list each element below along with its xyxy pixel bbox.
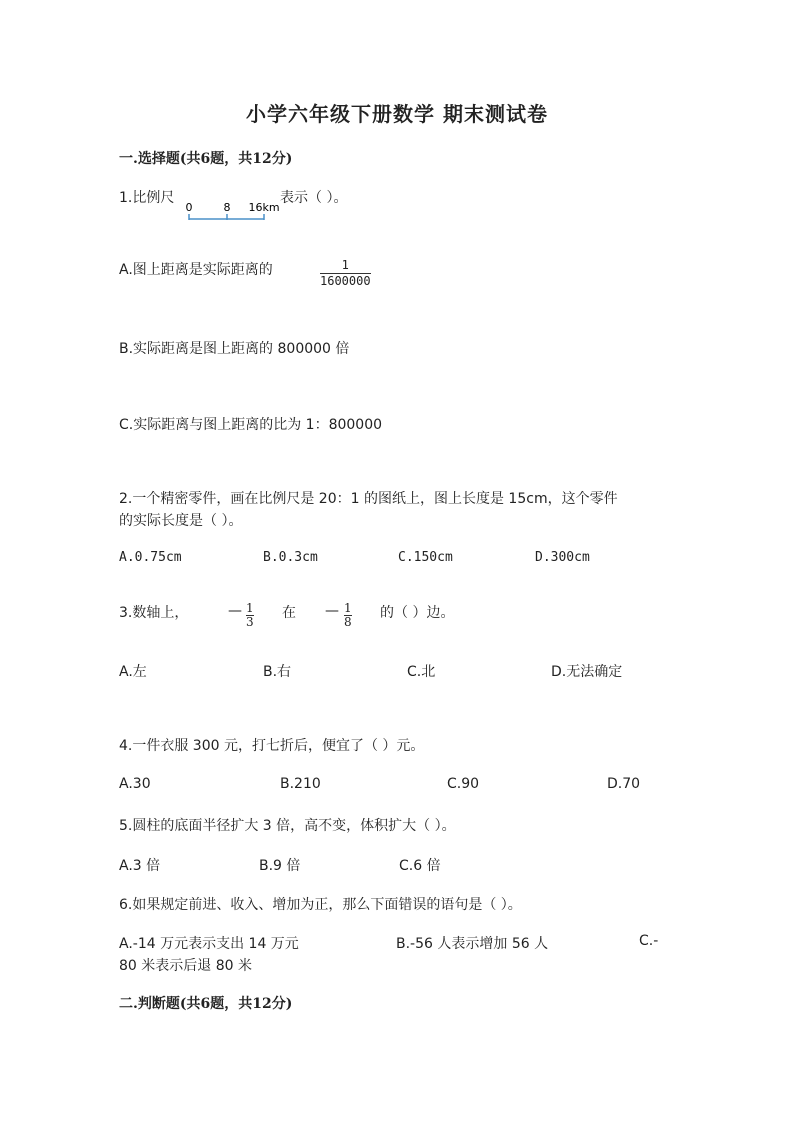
q3-fraction2-sign: — (325, 603, 339, 619)
scale-bar-figure (183, 200, 283, 226)
q2-stem-line1: 2.一个精密零件，画在比例尺是 20：1 的图纸上，图上长度是 15cm，这个零件 (119, 491, 618, 507)
q3-option-d: D.无法确定 (551, 664, 623, 680)
q6-option-c-end: 80 米表示后退 80 米 (119, 958, 252, 974)
q1-option-c: C.实际距离与图上距离的比为 1：800000 (119, 417, 383, 433)
scale-label-16: 16km (248, 201, 280, 214)
q6-option-b: B.-56 人表示增加 56 人 (396, 936, 549, 952)
q1-stem-start: 1.比例尺 (119, 190, 175, 206)
fraction-numerator: 1 (344, 601, 352, 615)
q5-option-c: C.6 倍 (399, 858, 441, 874)
q4-option-a: A.30 (119, 776, 151, 792)
fraction-denominator: 1600000 (320, 274, 371, 288)
q5-stem: 5.圆柱的底面半径扩大 3 倍，高不变，体积扩大（ ）。 (119, 818, 456, 834)
q3-stem-start: 3.数轴上， (119, 605, 189, 621)
fraction-numerator: 1 (246, 601, 254, 615)
q6-stem: 6.如果规定前进、收入、增加为正，那么下面错误的语句是（ ）。 (119, 897, 522, 913)
scale-label-8: 8 (223, 201, 231, 214)
q4-stem: 4.一件衣服 300 元，打七折后，便宜了（ ）元。 (119, 738, 425, 754)
q4-option-b: B.210 (280, 776, 321, 792)
q5-option-b: B.9 倍 (259, 858, 301, 874)
q1-stem-end: 表示（ ）。 (280, 190, 348, 206)
q1-option-b: B.实际距离是图上距离的 800000 倍 (119, 341, 350, 357)
q3-fraction2 (344, 597, 352, 629)
q6-option-c-start: C.- (639, 933, 659, 949)
q1-option-a-fraction (320, 254, 371, 289)
q6-option-a: A.-14 万元表示支出 14 万元 (119, 936, 299, 952)
q2-option-d: D.300cm (535, 550, 590, 565)
q4-option-c: C.90 (447, 776, 480, 792)
section-heading-choice: 一.选择题(共6题，共12分) (119, 151, 293, 167)
q2-option-b: B.0.3cm (263, 550, 318, 565)
q3-option-b: B.右 (263, 664, 292, 680)
q3-option-a: A.左 (119, 664, 147, 680)
q3-stem-end: 的（ ）边。 (380, 605, 455, 621)
section-heading-judgment: 二.判断题(共6题，共12分) (119, 996, 293, 1012)
q3-stem-mid: 在 (282, 605, 296, 621)
q1-option-a: A.图上距离是实际距离的 (119, 262, 273, 278)
fraction-denominator: 3 (246, 615, 254, 629)
q3-fraction1 (246, 597, 254, 629)
page-title: 小学六年级下册数学 期末测试卷 (246, 102, 548, 126)
q2-option-c: C.150cm (398, 550, 453, 565)
q4-option-d: D.70 (607, 776, 641, 792)
q2-stem-line2: 的实际长度是（ ）。 (119, 513, 243, 529)
q3-fraction1-sign: — (228, 603, 242, 619)
fraction-denominator: 8 (344, 615, 352, 629)
fraction-numerator: 1 (341, 258, 349, 272)
q5-option-a: A.3 倍 (119, 858, 161, 874)
q2-option-a: A.0.75cm (119, 550, 182, 565)
q3-option-c: C.北 (407, 664, 436, 680)
scale-label-0: 0 (185, 201, 193, 214)
